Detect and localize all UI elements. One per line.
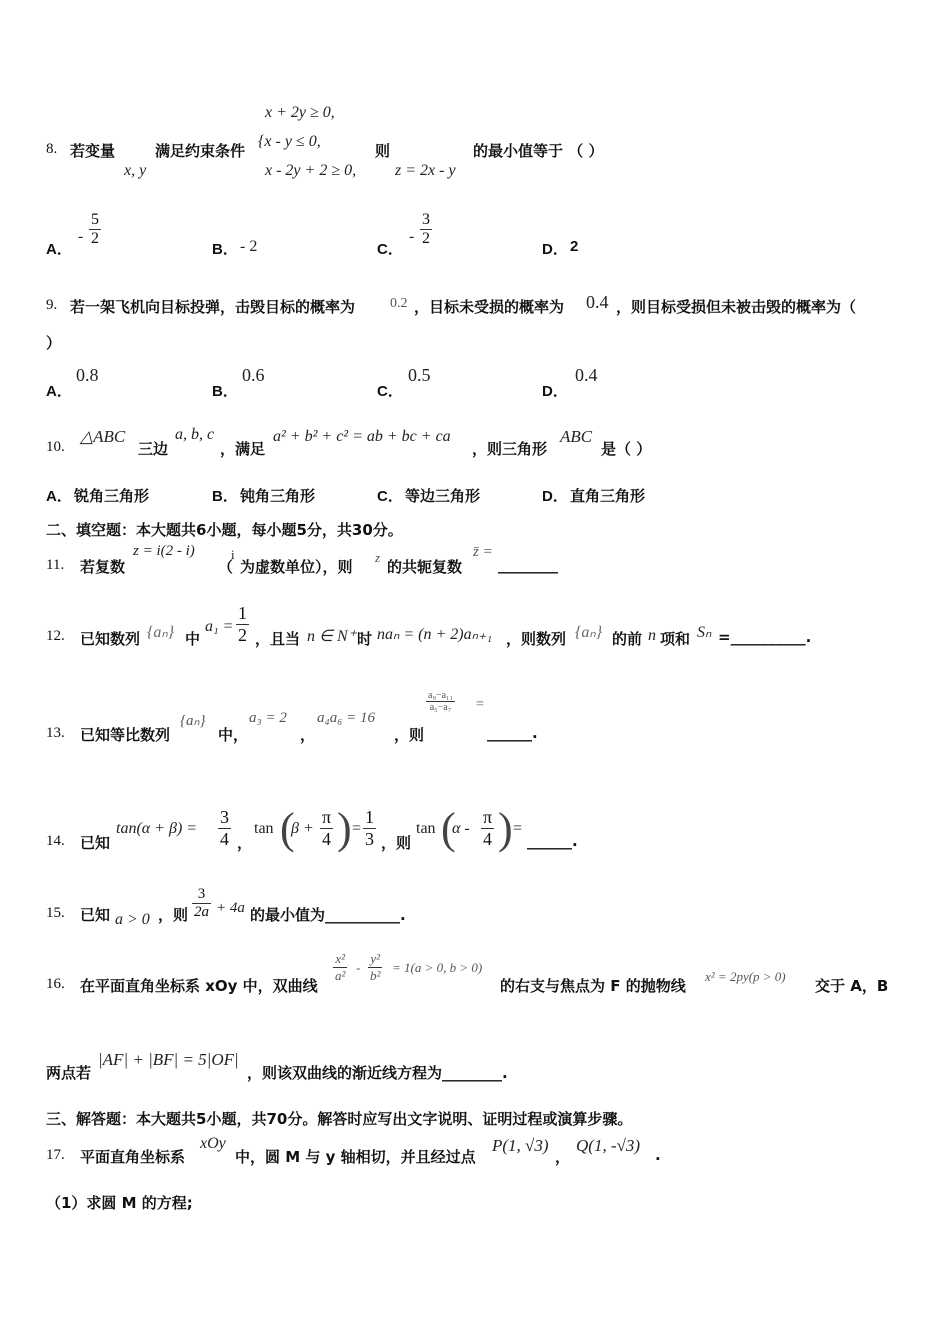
q9-option-d-label[interactable]: D． [542,383,568,400]
q14-alpha-minus: α - [452,820,470,837]
q9-number: 9. [46,297,58,313]
q14-tan-2: tan [254,820,274,837]
q10-text-2: ，满足 [220,440,266,458]
q16-text-4: 两点若 [46,1064,92,1082]
q12-text-4: 时 [357,630,373,648]
q14-eq-2: = [352,820,362,837]
q16-hyperbola-x-term: $\frac{\text{x²}}{\text{a²}}$ [335,951,346,983]
q14-text-3: ，则 [381,834,412,852]
q12-recurrence: naₙ = (n + 2)aₙ₊₁ [377,626,493,643]
q9-text-4: ） [46,334,62,352]
q12-sequence-2: {aₙ} [575,624,603,641]
q10-triangle: △ABC [80,427,126,446]
q8-text-2: 满足约束条件 [155,142,246,160]
q10-number: 10. [46,439,65,455]
q13-text-3: ， [300,726,316,744]
q9-option-b-label[interactable]: B． [212,383,238,400]
q8-option-c-label[interactable]: C． [377,241,403,258]
q8-constraint-3: x - 2y + 2 ≥ 0, [265,162,357,179]
q10-option-a-label[interactable]: A． [46,488,72,505]
q12-sequence: {aₙ} [147,624,175,641]
q10-option-c-label[interactable]: C． [377,488,403,505]
q12-n-domain: n ∈ N⁺ [307,628,357,645]
q9-prob-2: 0.4 [586,292,609,312]
q17-point-q: Q(1, -√3) [576,1136,641,1155]
q10-option-b-value: 钝角三角形 [240,487,316,505]
q14-value-1: $\frac{3}{4}$ [220,807,229,849]
q15-text-1: 已知 [80,906,111,924]
q16-minus: - [356,960,361,975]
q9-option-d-value: 0.4 [575,365,598,385]
q12-text-6: 的前 [612,630,643,648]
q10-option-d-value: 直角三角形 [570,487,646,505]
q12-text-2: 中 [185,630,201,648]
q16-parabola: x² = 2py(p > 0) [705,969,786,984]
q16-text-3: 交于 A，B [815,977,889,995]
q14-beta-plus: β + [291,820,314,837]
q17-text-2: 中，圆 M 与 y 轴相切，并且经过点 [235,1148,476,1166]
q11-text-3: 为虚数单位），则 [240,558,353,576]
q17-text-1: 平面直角坐标系 [80,1148,186,1166]
q10-option-b-label[interactable]: B． [212,488,238,505]
q14-expr-1: tan(α + β) = [116,820,198,837]
q12-number: 12. [46,628,65,644]
q17-number: 17. [46,1147,65,1163]
q17-subquestion-1: （1）求圆 M 的方程; [46,1194,193,1212]
q12-n: n [648,627,656,644]
q11-answer-blank[interactable]: ________ [498,556,558,574]
q11-text-4: 的共轭复数 [387,558,463,576]
q13-number: 13. [46,725,65,741]
q8-variables: x, y [124,162,147,179]
q13-equals: = [476,697,484,712]
q10-option-a-value: 锐角三角形 [74,487,150,505]
q14-paren-open-1: ( [280,804,295,853]
q16-text-2: 的右支与焦点为 F 的抛物线 [500,977,686,995]
q12-sum: Sₙ [697,624,712,641]
q17-xoy: xOy [200,1135,226,1152]
q8-number: 8. [46,141,58,157]
q8-option-d-label[interactable]: D． [542,241,568,258]
q13-text-1: 已知等比数列 [80,726,171,744]
q13-a3: a₃ = 2 [249,710,287,726]
q14-paren-close-1: ) [337,804,352,853]
q10-equation: a² + b² + c² = ab + bc + ca [273,428,451,445]
q12-text-3: ，且当 [255,630,301,648]
q16-answer-blank[interactable]: ，则该双曲线的渐近线方程为________. [247,1064,508,1082]
q15-plus-term: + 4a [216,900,245,916]
q8-option-d-value: 2 [570,238,579,255]
q10-option-c-value: 等边三角形 [405,487,481,505]
q8-constraint-2: {x - y ≤ 0, [258,133,321,150]
q12-text-7: 项和 [660,630,691,648]
q9-option-a-value: 0.8 [76,365,99,385]
q15-text-2: ，则 [158,906,189,924]
q8-option-b-label[interactable]: B． [212,241,238,258]
q13-ratio: $\frac{\text{a₉−a₁₁}}{\text{a₅−a₇}}$ [428,690,453,713]
q8-constraint-1: x + 2y ≥ 0, [265,104,335,121]
q14-paren-close-2: ) [498,804,513,853]
q11-complex: z = i(2 - i) [133,543,195,559]
q17-text-3: ， [555,1148,571,1166]
q13-text-2: 中， [218,726,249,744]
q11-text-1: 若复数 [80,558,126,576]
q8-option-b-value: - 2 [240,238,258,255]
q14-value-2: $\frac{1}{3}$ [365,807,374,849]
q15-condition: a > 0 [115,911,150,928]
q9-text-1: 若一架飞机向目标投弹，击毁目标的概率为 [70,298,356,316]
q8-option-a-sign: - [78,228,84,245]
q9-option-b-value: 0.6 [242,365,265,385]
q12-a1: a₁ = [205,618,234,635]
q13-a4a6: a₄a₆ = 16 [317,710,376,726]
section-3-heading: 三、解答题：本大题共5小题，共70分。解答时应写出文字说明、证明过程或演算步骤。 [46,1110,633,1128]
q17-text-4: . [655,1146,661,1164]
q14-pi-over-4-b: $\frac{\pi}{4}$ [483,807,493,849]
q10-text-1: 三边 [138,440,169,458]
q8-option-c-sign: - [409,228,415,245]
q15-answer-blank[interactable]: 的最小值为__________. [250,906,406,924]
q11-text-2: （ [218,558,234,576]
q13-text-4: ，则 [394,726,425,744]
q8-option-a-label[interactable]: A． [46,241,72,258]
q15-fraction: $\frac{3}{2a}$ [194,886,209,920]
q17-point-p: P(1, √3) [492,1136,549,1155]
q16-hyperbola-y-term: $\frac{\text{y²}}{\text{b²}}$ [370,951,381,983]
q8-option-a-value: $\frac{5}{2}$ [91,211,99,247]
q14-eq-3: = [513,820,523,837]
q10-option-d-label[interactable]: D． [542,488,568,505]
q14-text-2: ， [237,834,253,852]
q11-conjugate: z̄ = [473,544,493,560]
q14-text-1: 已知 [80,834,111,852]
q10-text-3: ，则三角形 [472,440,548,458]
q9-prob-1: 0.2 [390,296,408,311]
q12-text-5: ，则数列 [506,630,567,648]
q8-objective: z = 2x - y [395,162,456,179]
q12-answer-blank[interactable]: =__________. [718,628,812,646]
q12-text-1: 已知数列 [80,630,141,648]
q8-text-4: 的最小值等于 （ ） [473,142,604,160]
q14-pi-over-4-a: $\frac{\pi}{4}$ [322,807,332,849]
q8-text-3: 则 [375,142,391,160]
q16-number: 16. [46,976,65,992]
q16-text-1: 在平面直角坐标系 xOy 中，双曲线 [80,977,318,995]
q12-a1-value: $\frac{1}{2}$ [238,603,247,645]
q11-number: 11. [46,557,65,573]
section-2-heading: 二、填空题：本大题共6小题，每小题5分，共30分。 [46,521,403,539]
q9-text-3: ，则目标受损但未被击毁的概率为（ [616,298,857,316]
q10-sides: a, b, c [175,426,215,443]
q9-text-2: ，目标未受损的概率为 [414,298,565,316]
q11-imag-unit: i [231,547,235,562]
q14-tan-3: tan [416,820,436,837]
q16-hyperbola-rhs: = 1(a > 0, b > 0) [392,960,483,975]
q15-number: 15. [46,905,65,921]
q10-triangle-name: ABC [560,427,593,446]
q11-z: z [375,550,381,565]
q14-paren-open-2: ( [441,804,456,853]
q10-text-4: 是（ ） [601,440,652,458]
q13-answer-blank[interactable]: ______. [487,724,538,742]
q13-sequence: {aₙ} [180,713,206,729]
q16-condition: |AF| + |BF| = 5|OF| [98,1050,239,1069]
q14-number: 14. [46,833,65,849]
q9-option-a-label[interactable]: A． [46,383,72,400]
q14-answer-blank[interactable]: ______. [527,832,578,850]
q9-option-c-value: 0.5 [408,365,431,385]
q8-text-1: 若变量 [70,142,116,160]
q9-option-c-label[interactable]: C． [377,383,403,400]
q8-option-c-value: $\frac{3}{2}$ [422,211,430,247]
